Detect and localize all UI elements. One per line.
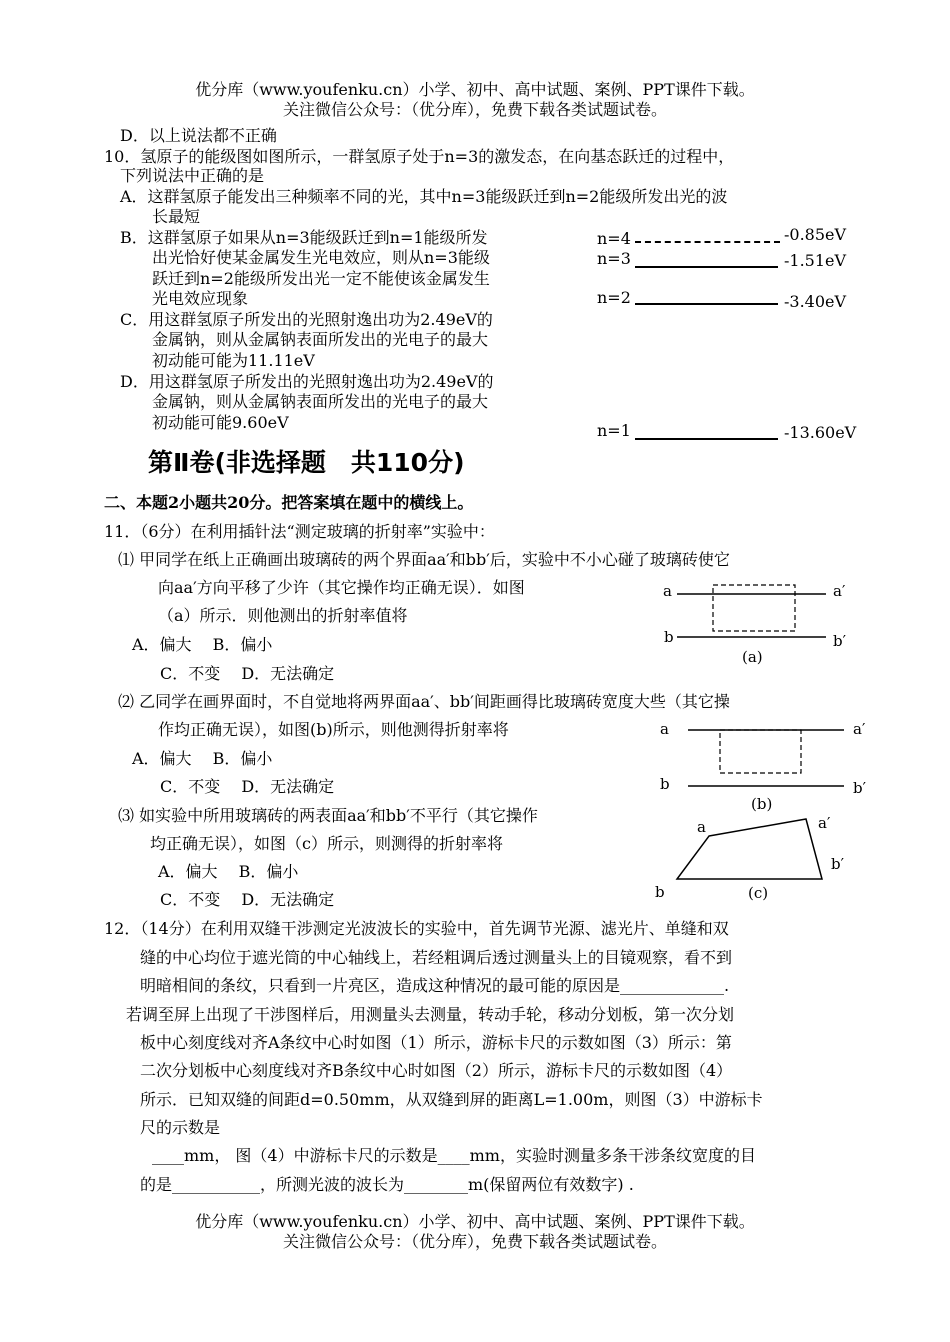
figure-a-caption: (a) (742, 648, 763, 666)
figure-b-label-a-prime: a′ (853, 720, 866, 738)
q12-line-3: 明暗相间的条纹，只看到一片亮区，造成这种情况的最可能的原因是_____________. (140, 976, 730, 995)
q10-option-c-1: C．用这群氢原子所发出的光照射逸出功为2.49eV的 (120, 310, 493, 329)
level-n4-label: n=4 (597, 229, 631, 248)
q10-option-b-4: 光电效应现象 (152, 289, 249, 308)
q10-option-c-3: 初动能可能为11.11eV (152, 351, 315, 370)
q10-option-c-2: 金属钠，则从金属钠表面所发出的光电子的最大 (152, 330, 489, 349)
q11-part2-options-ab: A．偏大 B．偏小 (132, 749, 273, 768)
q12-line-1: 12．（14分）在利用双缝干涉测定光波波长的实验中，首先调节光源、滤光片、单缝和双 (104, 919, 729, 938)
q11-part2-line-1: ⑵ 乙同学在画界面时，不自觉地将两界面aa′、bb′间距画得比玻璃砖宽度大些（其它操 (118, 692, 730, 711)
q12-line-9: ____mm， 图（4）中游标卡尺的示数是____mm，实验时测量多条干涉条纹宽度的目 (152, 1146, 756, 1165)
q12-line-4: 若调至屏上出现了干涉图样后，用测量头去测量，转动手轮，移动分划板，第一次分划 (126, 1005, 735, 1024)
q12-line-5: 板中心刻度线对齐A条纹中心时如图（1）所示，游标卡尺的示数如图（3）所示：第 (140, 1033, 732, 1052)
q12-line-7: 所示．已知双缝的间距d=0.50mm，从双缝到屏的距离L=1.00m，则图（3）中游标卡 (140, 1090, 763, 1109)
figure-c-label-a: a (697, 818, 706, 836)
level-n1-label: n=1 (597, 421, 631, 440)
figure-c-caption: (c) (748, 884, 769, 902)
figure-c-label-a-prime: a′ (818, 814, 831, 832)
q11-part3-options-cd: C．不变 D．无法确定 (160, 890, 335, 909)
q10-option-d-3: 初动能可能9.60eV (152, 413, 289, 432)
q11-part1-line-2: 向aa′方向平移了少许（其它操作均正确无误）．如图 (158, 578, 525, 597)
q10-stem-1: 10．氢原子的能级图如图所示，一群氢原子处于n=3的激发态，在向基态跃迁的过程中， (104, 147, 735, 166)
q11-part2-line-2: 作均正确无误），如图(b)所示，则他测得折射率将 (158, 720, 509, 739)
q11-part1-options-cd: C．不变 D．无法确定 (160, 664, 335, 683)
q11-part3-line-2: 均正确无误），如图（c）所示，则测得的折射率将 (150, 834, 503, 853)
section-2-heading: 二、本题2小题共20分。把答案填在题中的横线上。 (104, 493, 474, 512)
figure-b-label-b: b (660, 775, 670, 793)
level-n2-label: n=2 (597, 288, 631, 307)
footer-line-2: 关注微信公众号：（优分库），免费下载各类试题试卷。 (282, 1232, 667, 1251)
level-n2-energy: -3.40eV (784, 292, 847, 311)
figure-b-label-a: a (660, 720, 669, 738)
q11-part1-options-ab: A．偏大 B．偏小 (132, 635, 273, 654)
q12-line-2: 缝的中心均位于遮光筒的中心轴线上，若经粗调后透过测量头上的目镜观察，看不到 (140, 948, 733, 967)
figure-a-label-a-prime: a′ (833, 582, 846, 600)
level-n3-energy: -1.51eV (784, 251, 847, 270)
level-n1-energy: -13.60eV (784, 423, 857, 442)
q10-stem-2: 下列说法中正确的是 (120, 166, 265, 185)
section-title: 第Ⅱ卷(非选择题 共110分) (148, 448, 465, 477)
footer-line-1: 优分库（www.youfenku.cn）小学、初中、高中试题、案例、PPT课件下载。 (195, 1212, 755, 1231)
q10-option-b-3: 跃迁到n=2能级所发出光一定不能使该金属发生 (152, 269, 490, 288)
q10-option-d-2: 金属钠，则从金属钠表面所发出的光电子的最大 (152, 392, 489, 411)
figure-b-label-b-prime: b′ (853, 779, 867, 797)
q12-line-8: 尺的示数是 (140, 1118, 221, 1137)
figure-a-label-b: b (664, 628, 674, 646)
q12-line-6: 二次分划板中心刻度线对齐B条纹中心时如图（2）所示，游标卡尺的示数如图（4） (140, 1061, 733, 1080)
q11-part3-line-1: ⑶ 如实验中所用玻璃砖的两表面aa′和bb′不平行（其它操作 (118, 806, 538, 825)
q10-option-a-2: 长最短 (152, 207, 201, 226)
figure-c-label-b: b (655, 883, 665, 901)
q11-part1-line-3: （a）所示．则他测出的折射率值将 (158, 606, 408, 625)
level-n3-label: n=3 (597, 249, 631, 268)
q9-option-d: D．以上说法都不正确 (120, 126, 277, 145)
figure-c-label-b-prime: b′ (831, 855, 845, 873)
q10-option-b-2: 出光恰好使某金属发生光电效应，则从n=3能级 (152, 248, 490, 267)
level-n4-energy: -0.85eV (784, 225, 847, 244)
q11-part3-options-ab: A．偏大 B．偏小 (158, 862, 299, 881)
q10-option-d-1: D．用这群氢原子所发出的光照射逸出功为2.49eV的 (120, 372, 494, 391)
header-line-1: 优分库（www.youfenku.cn）小学、初中、高中试题、案例、PPT课件下载。 (195, 80, 755, 99)
q12-line-10: 的是___________，所测光波的波长为________m(保留两位有效数字) . (140, 1175, 634, 1194)
figure-a-label-b-prime: b′ (833, 632, 847, 650)
q10-option-a-1: A．这群氢原子能发出三种频率不同的光，其中n=3能级跃迁到n=2能级所发出光的波 (120, 187, 728, 206)
q11-stem: 11．（6分）在利用插针法“测定玻璃的折射率”实验中： (104, 522, 495, 541)
figure-a-glass-block (713, 585, 795, 631)
figure-b-caption: (b) (751, 795, 773, 813)
figure-b-glass-block (720, 730, 801, 773)
q10-option-b-1: B．这群氢原子如果从n=3能级跃迁到n=1能级所发 (120, 228, 488, 247)
q11-part1-line-1: ⑴ 甲同学在纸上正确画出玻璃砖的两个界面aa′和bb′后，实验中不小心碰了玻璃砖使它 (118, 550, 730, 569)
q11-part2-options-cd: C．不变 D．无法确定 (160, 777, 335, 796)
figure-a-label-a: a (663, 582, 672, 600)
header-line-2: 关注微信公众号：（优分库），免费下载各类试题试卷。 (282, 100, 667, 119)
